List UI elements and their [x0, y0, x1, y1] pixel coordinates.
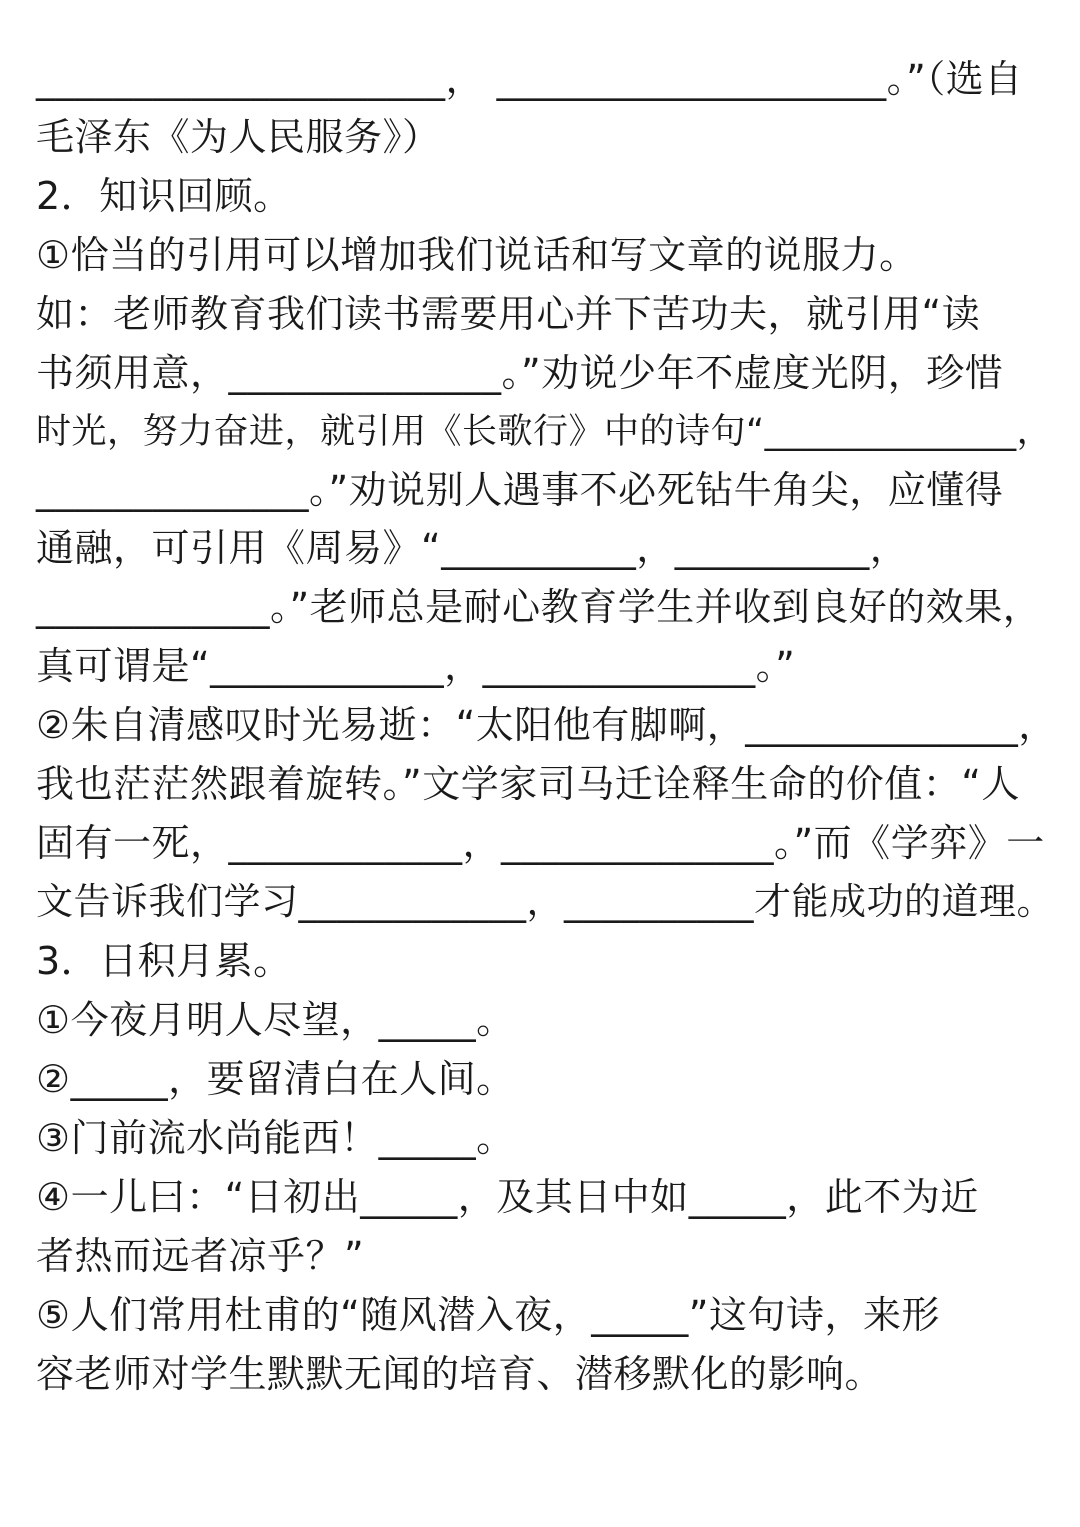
text-line: 真可谓是“____________，______________。”: [36, 644, 796, 688]
text-line: ①今夜月明人尽望，_____。: [36, 998, 515, 1042]
text-line: ______________。”劝说别人遇事不必死钻牛角尖，应懂得: [36, 468, 1004, 512]
text-line: ③门前流水尚能西！_____。: [36, 1116, 515, 1160]
text-line: ②朱自清感叹时光易逝：“太阳他有脚啊，______________，: [36, 703, 1057, 747]
section-heading: 2．知识回顾。: [36, 174, 292, 218]
text-line: 书须用意，______________。”劝说少年不虚度光阴，珍惜: [36, 351, 1004, 395]
text-line: 通融，可引用《周易》“__________，__________，: [36, 526, 909, 570]
text-line: 我也茫茫然跟着旋转。”文学家司马迁诠释生命的价值：“人: [36, 762, 1020, 806]
section-heading: 3．日积月累。: [36, 939, 292, 983]
text-line: 时光，努力奋进，就引用《长歌行》中的诗句“______________，: [36, 412, 1053, 452]
text-line: 容老师对学生默默无闻的培育、潜移默化的影响。: [36, 1352, 884, 1396]
text-line: ②_____，要留清白在人间。: [36, 1057, 515, 1101]
text-line: 毛泽东《为人民服务》）: [36, 115, 441, 159]
text-line: ①恰当的引用可以增加我们说话和写文章的说服力。: [36, 233, 918, 277]
text-line: ⑤人们常用杜甫的“随风潜入夜，_____”这句诗，来形: [36, 1293, 940, 1337]
text-line: 如：老师教育我们读书需要用心并下苦功夫，就引用“读: [36, 292, 981, 336]
text-line: _____________________， ____________________。”（选自: [36, 57, 1023, 101]
text-line: 固有一死，____________，______________。”而《学弈》一: [36, 821, 1045, 865]
text-line: ____________。”老师总是耐心教育学生并收到良好的效果，: [36, 585, 1042, 629]
text-line: 文告诉我们学习____________，__________才能成功的道理。: [36, 880, 1054, 923]
text-line: ④一儿曰：“日初出_____，及其日中如_____，此不为近: [36, 1175, 979, 1219]
text-line: 者热而远者凉乎？”: [36, 1234, 365, 1278]
